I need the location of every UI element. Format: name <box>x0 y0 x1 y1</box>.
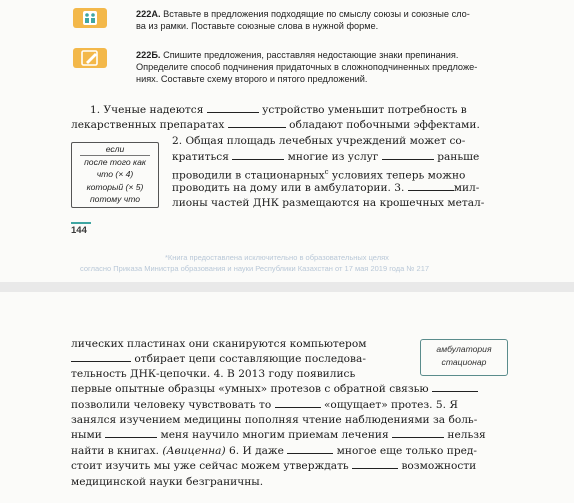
exercise-number: 222А. <box>136 9 161 19</box>
blank-gap <box>408 181 454 191</box>
blank-gap <box>232 150 284 160</box>
box-word: что (× 4) <box>96 169 134 180</box>
text-line: отбирает цепи составляющие последова- <box>71 352 366 367</box>
text-line: лионы частей ДНК размещаются на крошечных метал- <box>172 197 485 209</box>
text-line: лических пластинах они сканируются компьютером <box>71 338 367 350</box>
text-line: кратиться многие из услуг раньше <box>172 151 480 163</box>
blank-gap <box>432 382 478 392</box>
exercise-text: ниях. Составьте схему второго и пятого предложений. <box>136 74 368 84</box>
text-line: найти в книгах. (Авиценна) 6. И даже многое еще только пред- <box>71 445 477 457</box>
exercise-222b <box>136 49 477 85</box>
exercise-text: Спишите предложения, расставляя недостающие знаки препинания. <box>163 50 459 60</box>
blank-gap <box>105 428 157 438</box>
blank-gap <box>382 150 434 160</box>
box-word: потому что <box>89 193 141 204</box>
blank-gap <box>207 103 259 113</box>
blank-gap <box>228 118 286 128</box>
exercise-text: ва из рамки. Поставьте союзные слова в нужной форме. <box>136 21 379 31</box>
text-line: лекарственных препаратах обладают побочными эффектами. <box>71 119 480 131</box>
conjunctions-box <box>71 142 159 208</box>
text-line: стоит изучить мы уже сейчас можем утверждать возможности <box>71 460 477 472</box>
blank-gap <box>71 352 131 362</box>
text-line: проводили в стационарных$^с$ условиях теперь можно <box>172 168 466 182</box>
text-line: первые опытные образцы «умных» протезов с обратной связью <box>71 382 478 397</box>
box-word: амбулатория <box>436 344 492 354</box>
box-word: который (× 5) <box>86 181 144 192</box>
exercise-222a <box>136 8 470 32</box>
exercise-text: Вставьте в предложения подходящие по смыслу союзы и союзные сло- <box>163 9 470 19</box>
box-word: если <box>80 143 150 156</box>
watermark: согласно Приказа Министра образования и науки Республики Казахстан от 17 мая 2019 года № 217 <box>80 264 430 273</box>
text-line: 1. Ученые надеются устройство уменьшит потребность в <box>90 104 467 116</box>
box-word: стационар <box>441 357 487 367</box>
watermark: *Книга предоставлена исключительно в образовательных целях <box>165 253 389 262</box>
text-line: ными меня научило многим приемам лечения нельзя <box>71 429 486 441</box>
words-box <box>420 339 508 376</box>
exercise-text: Определите способ подчинения придаточных в сложноподчиненных предложе- <box>136 62 478 72</box>
text-line: 2. Общая площадь лечебных учреждений может со- <box>172 135 466 147</box>
text-line: занялся изучением медицины пополняя чтение наблюдениями за боль- <box>71 414 478 426</box>
textbook-page-bottom <box>0 292 574 503</box>
page-number: 144 <box>71 222 91 237</box>
text-line: медицинской науки безграничны. <box>71 476 264 488</box>
text-line: позволили человеку чувствовать то «ощущает» протез. 5. Я <box>71 399 458 411</box>
exercise-number: 222Б. <box>136 50 161 60</box>
text-line: проводить на дому или в амбулатории. 3. мил- <box>172 182 480 194</box>
writing-pencil-icon <box>73 48 107 68</box>
blank-gap <box>287 444 333 454</box>
group-work-icon <box>73 8 107 28</box>
blank-gap <box>352 459 398 469</box>
box-word: после того как <box>84 157 146 168</box>
blank-gap <box>275 398 321 408</box>
text-line: тельность ДНК-цепочки. 4. В 2013 году появились <box>71 368 356 380</box>
blank-gap <box>392 428 444 438</box>
